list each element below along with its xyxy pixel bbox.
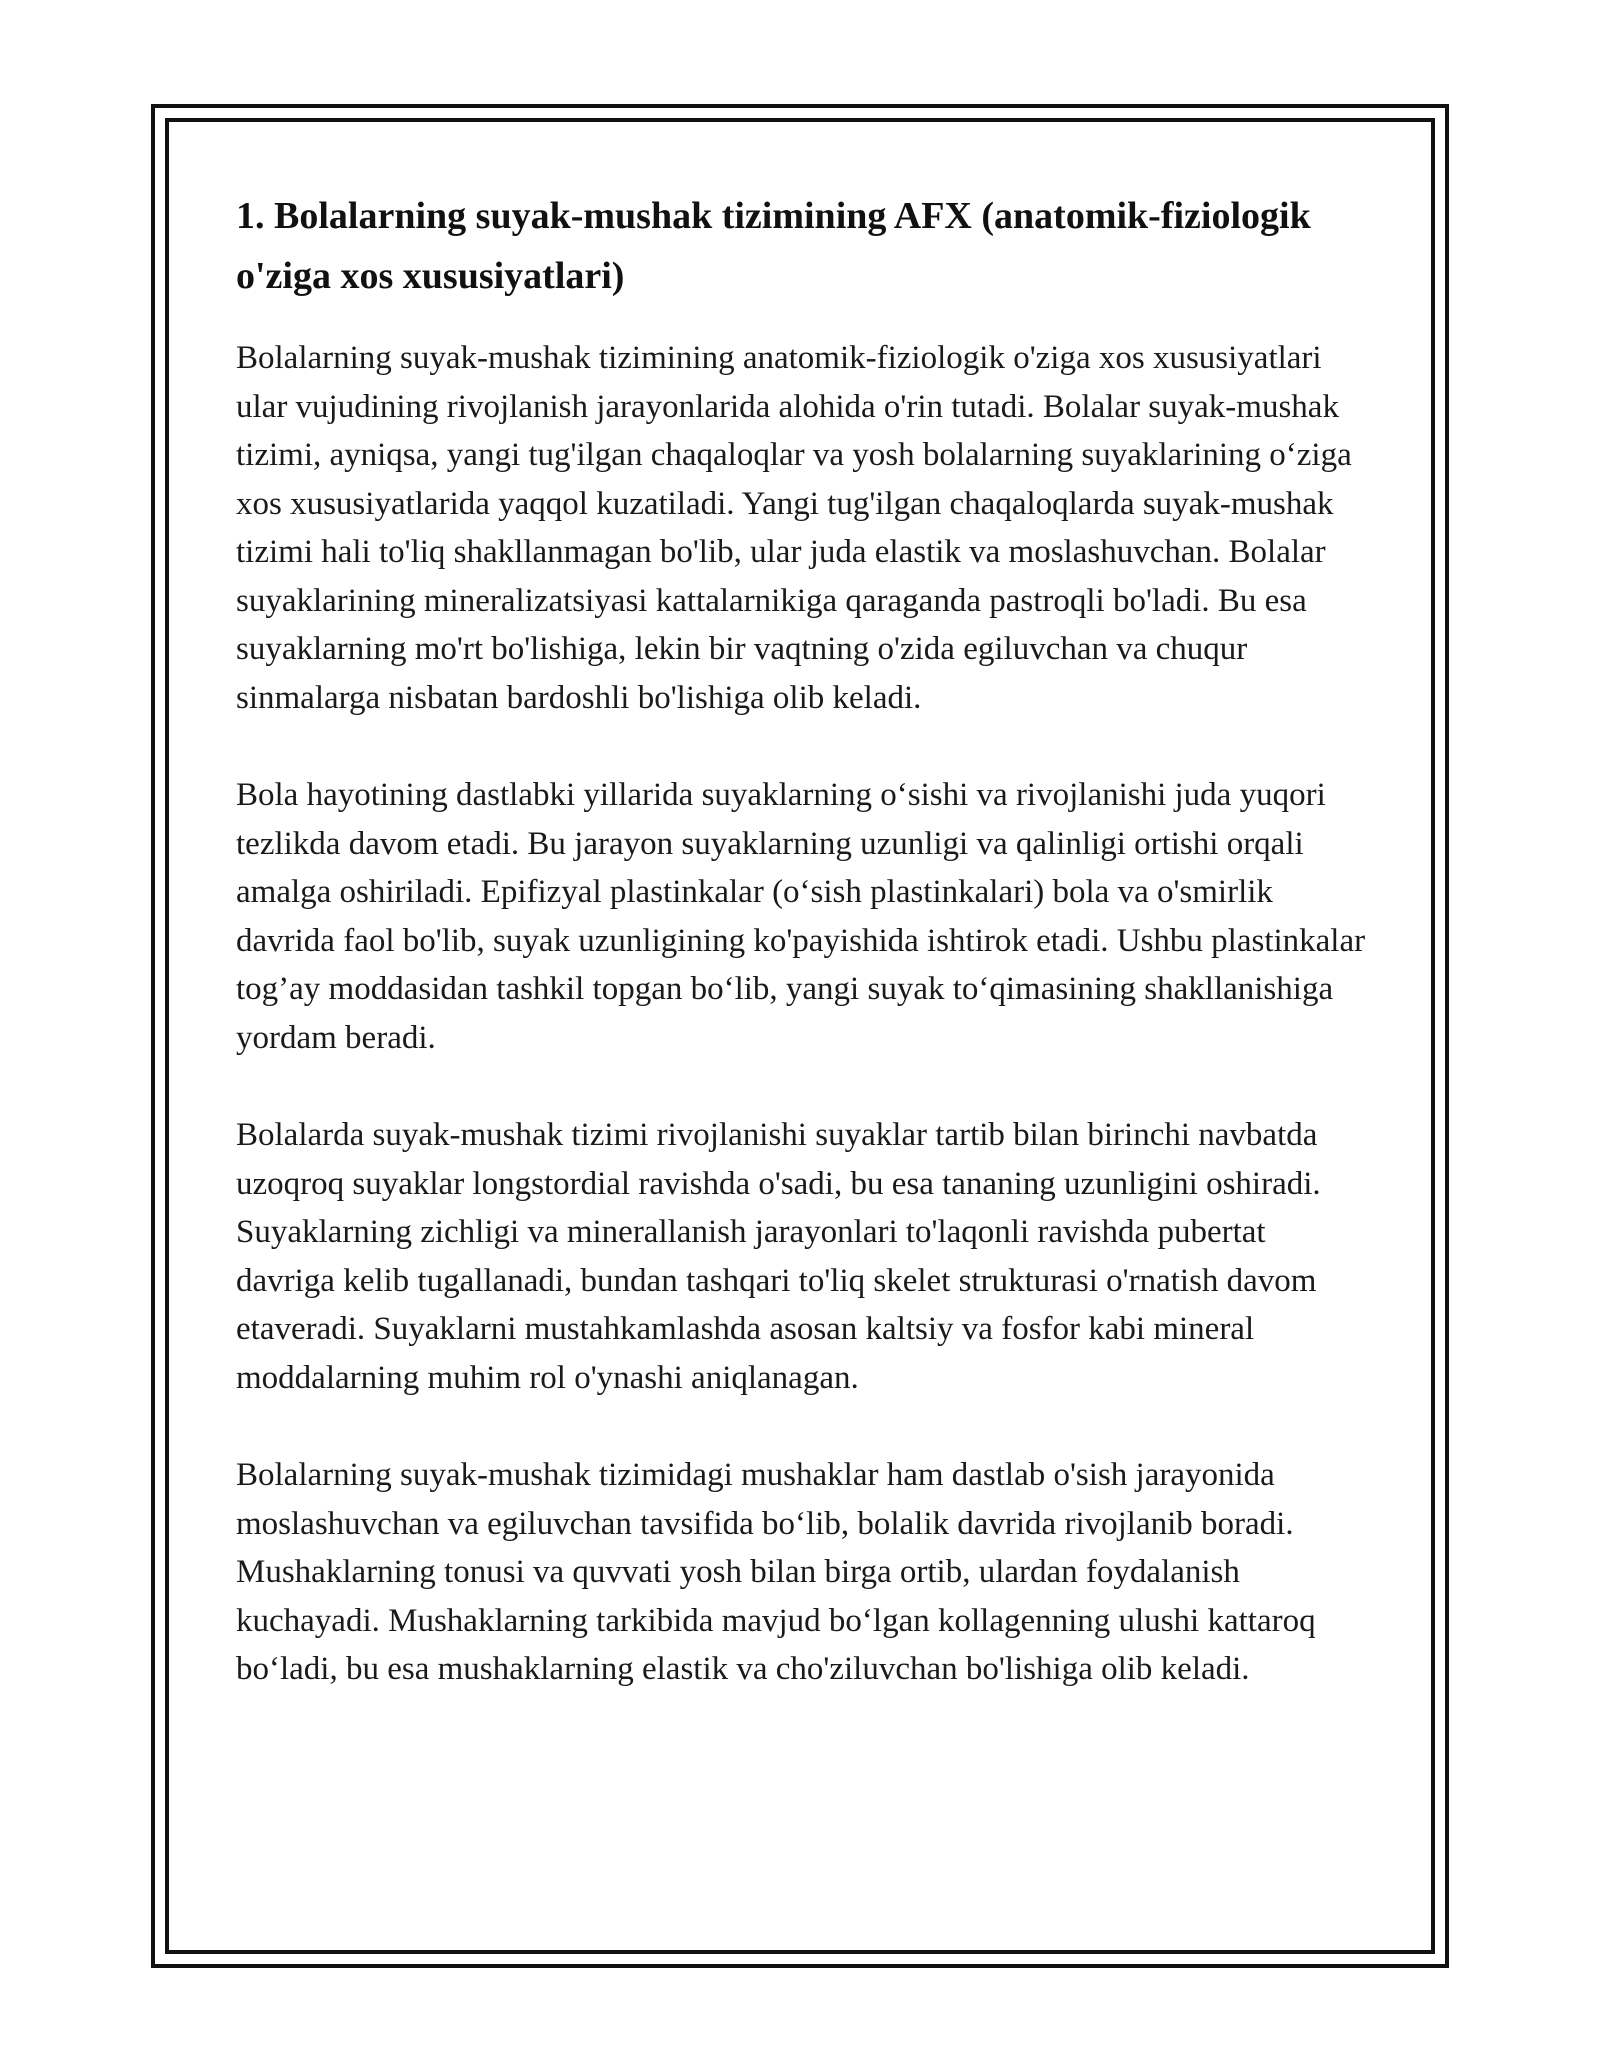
paragraph-1: Bolalarning suyak-mushak tizimining anatomik-fiziologik o'ziga xos xususiyatlari ular vujudining rivojlanish jarayonlarida alohida o'rin tutadi. Bolalar suyak-mushak tizimi, ayniqsa, yangi tug'ilgan chaqaloqlar va yosh bolalarning suyaklarining o‘ziga xos xususiyatlarida yaqqol kuzatiladi. Yangi tug'ilgan chaqaloqlarda suyak-mushak tizimi hali to'liq shakllanmagan bo'lib, ular juda elastik va moslashuvchan. Bolalar suyaklarining mineralizatsiyasi kattalarnikiga qaraganda pastroqli bo'ladi. Bu esa suyaklarning mo'rt bo'lishiga, lekin bir vaqtning o'zida egiluvchan va chuqur sinmalarga nisbatan bardoshli bo'lishiga olib keladi. (236, 340, 1352, 716)
paragraph-3: Bolalarda suyak-mushak tizimi rivojlanishi suyaklar tartib bilan birinchi navbatda uzoqroq suyaklar longstordial ravishda o'sadi, bu esa tananing uzunligini oshiradi. Suyaklarning zichligi va minerallanish jarayonlari to'laqonli ravishda pubertat davriga kelib tugallanadi, bundan tashqari to'liq skelet strukturasi o'rnatish davom etaveradi. Suyaklarni mustahkamlashda asosan kaltsiy va fosfor kabi mineral moddalarning muhim rol o'ynashi aniqlanagan. (236, 1117, 1321, 1396)
paragraph-2: Bola hayotining dastlabki yillarida suyaklarning o‘sishi va rivojlanishi juda yuqori tezlikda davom etadi. Bu jarayon suyaklarning uzunligi va qalinligi ortishi orqali amalga oshiriladi. Epifizyal plastinkalar (o‘sish plastinkalari) bola va o'smirlik davrida faol bo'lib, suyak uzunligining ko'payishida ishtirok etadi. Ushbu plastinkalar tog’ay moddasidan tashkil topgan bo‘lib, yangi suyak to‘qimasining shakllanishiga yordam beradi. (236, 777, 1366, 1056)
section-heading: 1. Bolalarning suyak-mushak tizimining AFX (anatomik-fiziologik o'ziga xos xususiyatlari) (236, 195, 1311, 297)
document-body (236, 186, 1366, 1694)
paragraph-4: Bolalarning suyak-mushak tizimidagi mushaklar ham dastlab o'sish jarayonida moslashuvchan va egiluvchan tavsifida bo‘lib, bolalik davrida rivojlanib boradi. Mushaklarning tonusi va quvvati yosh bilan birga ortib, ulardan foydalanish kuchayadi. Mushaklarning tarkibida mavjud bo‘lgan kollagenning ulushi kattaroq bo‘ladi, bu esa mushaklarning elastik va cho'ziluvchan bo'lishiga olib keladi. (236, 1457, 1316, 1687)
